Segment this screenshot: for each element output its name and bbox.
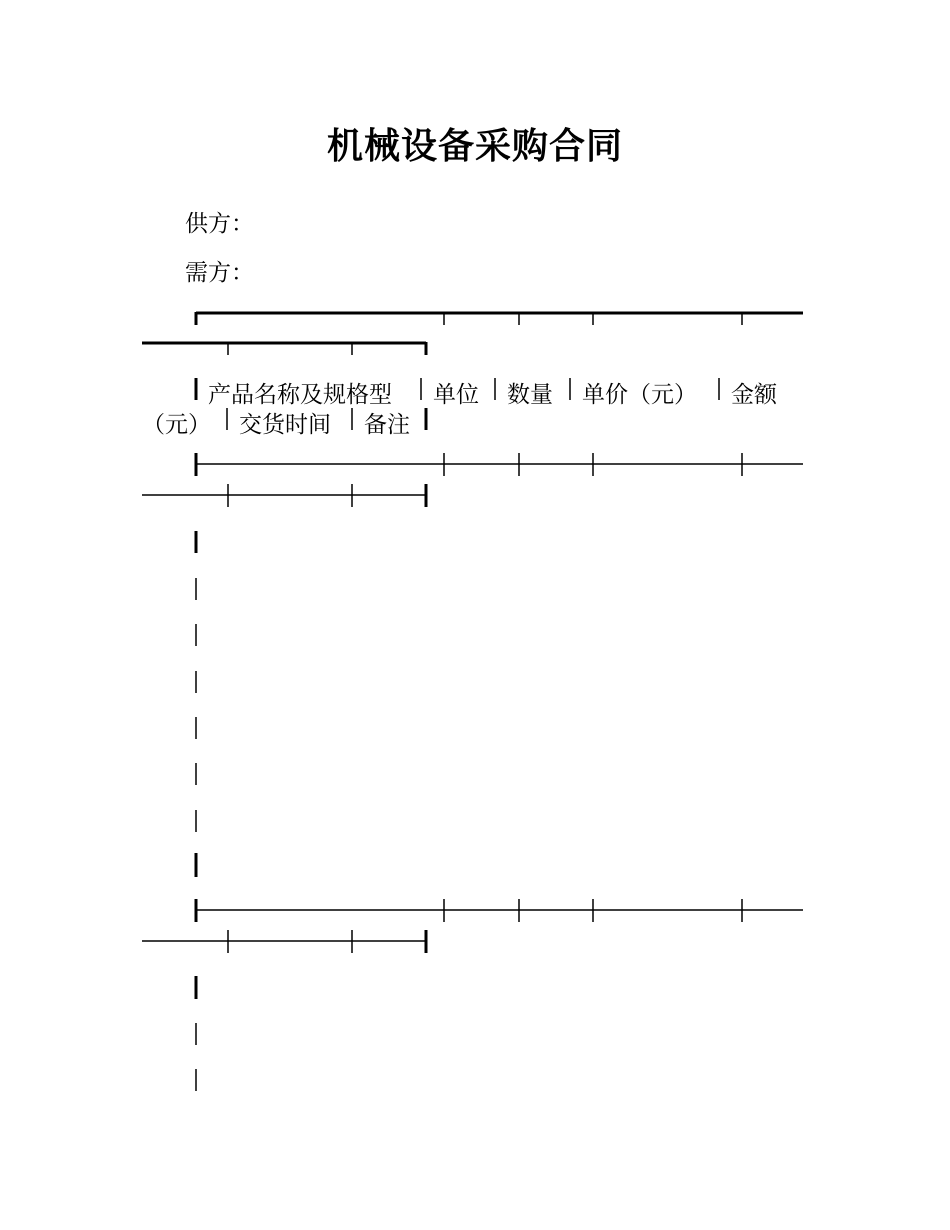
table-top-border xyxy=(142,312,803,355)
header-unit-price: 单价（元） xyxy=(582,382,697,408)
header-quantity: 数量 xyxy=(507,382,553,408)
document-title: 机械设备采购合同 xyxy=(326,126,623,167)
row-divider-2 xyxy=(142,899,803,953)
supplier-label: 供方： xyxy=(185,211,254,237)
header-product-name: 产品名称及规格型 xyxy=(208,382,392,408)
header-remarks: 备注 xyxy=(364,412,410,438)
header-delivery-time: 交货时间 xyxy=(239,412,331,438)
header-unit: 单位 xyxy=(433,382,479,408)
row-divider-1 xyxy=(142,453,803,507)
header-amount: 金额 xyxy=(731,382,777,408)
header-amount-unit: （元） xyxy=(142,412,211,438)
header-separators xyxy=(196,378,719,430)
buyer-label: 需方： xyxy=(185,260,254,286)
